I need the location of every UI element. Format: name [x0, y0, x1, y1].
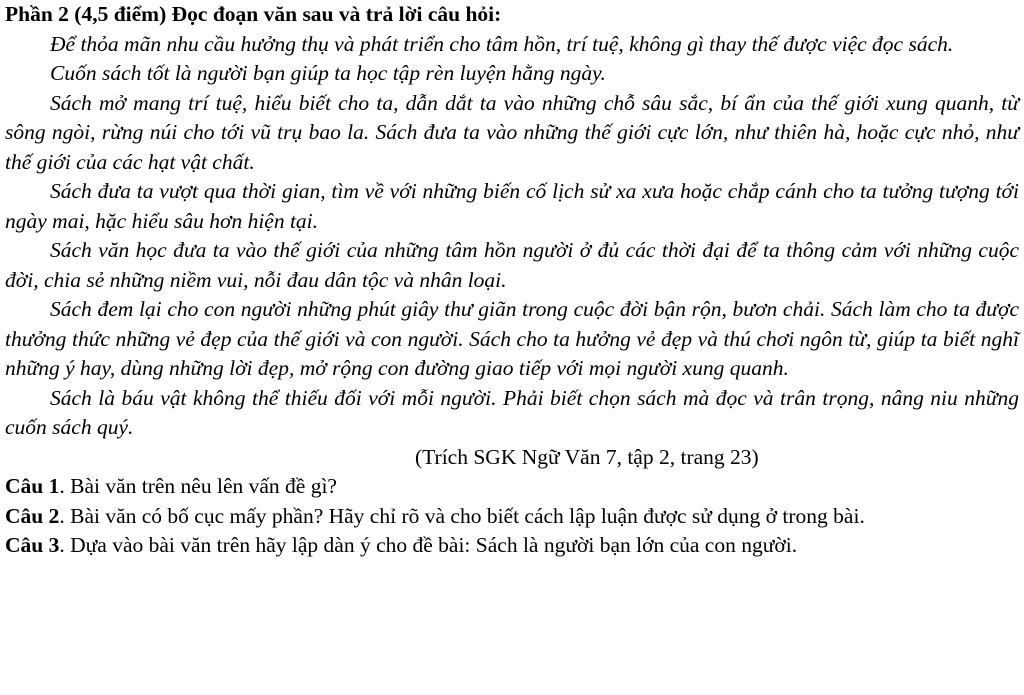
section-title: Phần 2 (4,5 điểm) Đọc đoạn văn sau và trả lời câu hỏi: [5, 2, 502, 26]
question-2 [5, 502, 1019, 532]
question-text: . Bài văn có bố cục mấy phần? Hãy chỉ rõ và cho biết cách lập luận được sử dụng ở trong bài. [59, 503, 865, 528]
passage-paragraph-7: Sách là báu vật không thể thiếu đối với mỗi người. Phải biết chọn sách mà đọc và trân trọng, nâng niu những cuốn sách quý. [5, 385, 1019, 439]
question-1 [5, 472, 1019, 502]
passage-paragraph-4: Sách đưa ta vượt qua thời gian, tìm về với những biến cố lịch sử xa xưa hoặc chắp cánh cho ta tưởng tượng tới ngày mai, hặc hiểu sâu hơn hiện tại. [5, 179, 1019, 233]
passage-source: (Trích SGK Ngữ Văn 7, tập 2, trang 23) [415, 444, 759, 469]
question-label: Câu 1 [5, 474, 60, 498]
question-text: . Bài văn trên nêu lên vấn đề gì? [59, 474, 337, 498]
question-label: Câu 3 [5, 533, 60, 557]
passage-paragraph-3: Sách mở mang trí tuệ, hiểu biết cho ta, dẫn dắt ta vào những chỗ sâu sắc, bí ẩn của thế giới xung quanh, từ sông ngòi, rừng núi cho tới vũ trụ bao la. Sách đưa ta vào những thế giới cực lớn, như thiên hà, hoặc cực nhỏ, như thế giới của các hạt vật chất. [5, 90, 1019, 174]
question-3 [5, 531, 1019, 561]
passage-paragraph-5: Sách văn học đưa ta vào thế giới của những tâm hồn người ở đủ các thời đại để ta thông cảm với những cuộc đời, chia sẻ những niềm vui, nỗi đau dân tộc và nhân loại. [5, 238, 1019, 292]
question-text: . Dựa vào bài văn trên hãy lập dàn ý cho đề bài: Sách là người bạn lớn của con người. [59, 533, 798, 557]
reading-passage [5, 30, 1019, 443]
question-label: Câu 2 [5, 503, 60, 528]
passage-paragraph-1: Để thỏa mãn nhu cầu hưởng thụ và phát triển cho tâm hồn, trí tuệ, không gì thay thế được việc đọc sách. [50, 31, 954, 56]
passage-paragraph-6: Sách đem lại cho con người những phút giây thư giãn trong cuộc đời bận rộn, bươn chải. Sách làm cho ta được thưởng thức những vẻ đẹp của thế giới và con người. Sách cho ta hưởng vẻ đẹp và thú chơi ngôn từ, giúp ta biết nghĩ những ý hay, dùng những lời đẹp, mở rộng con đường giao tiếp với mọi người xung quanh. [5, 297, 1019, 380]
question-list [5, 472, 1019, 561]
passage-paragraph-2: Cuốn sách tốt là người bạn giúp ta học tập rèn luyện hằng ngày. [50, 61, 606, 85]
document-page [5, 0, 1019, 561]
